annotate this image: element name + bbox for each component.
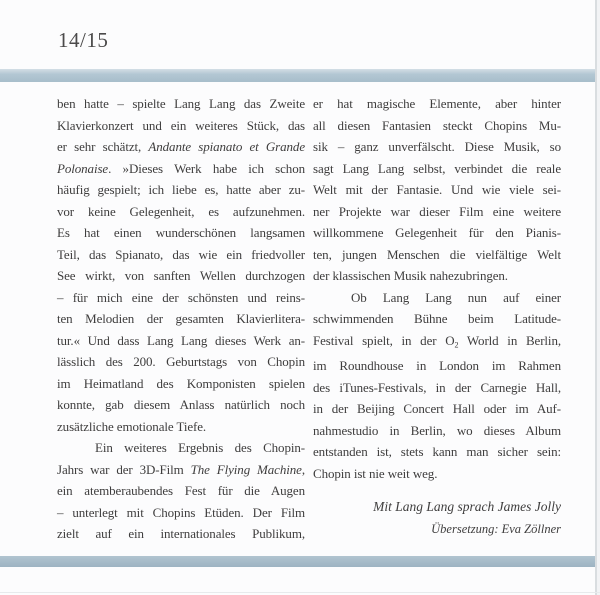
text-line: Es hat einen wunderschönen langsamen bbox=[57, 225, 305, 240]
right-text-column bbox=[313, 93, 561, 484]
bottom-divider-bar bbox=[0, 556, 600, 567]
text-line: vor keine Gelegenheit, es aufzunehmen. bbox=[57, 203, 305, 219]
text-line: im Roundhouse in London im Rahmen bbox=[313, 358, 561, 374]
text-line: nahmestudio in Berlin, wo dieses Album bbox=[313, 422, 561, 438]
text-line: ben hatte – spielte Lang Lang das Zweite bbox=[57, 96, 305, 111]
text-line: Ob Lang Lang nun auf einer bbox=[351, 289, 561, 305]
text-line: ten, jungen Menschen die vielfältige Welt bbox=[313, 246, 561, 262]
text-line: zusätzliche emotionale Tiefe. bbox=[57, 418, 207, 434]
text-line: häufig gespielt; ich liebe es, hatte aber zu- bbox=[57, 182, 305, 197]
text-line: er sehr schätzt, Andante spianato et Grande bbox=[57, 139, 306, 154]
text-line: Welt mit der Fantasie. Und wie viele sei- bbox=[313, 182, 561, 197]
text-line: ein atemberaubendes Fest für die Augen bbox=[57, 483, 305, 498]
page-scan-edge-bottom bbox=[0, 592, 600, 593]
text-line: Chopin ist nie weit weg. bbox=[313, 465, 438, 481]
text-line: willkommene Gelegenheit für den Pianis- bbox=[313, 225, 561, 240]
text-line: im Heimatland des Komponisten spielen bbox=[57, 375, 305, 391]
interviewer-credit: Mit Lang Lang sprach James Jolly bbox=[373, 499, 561, 514]
text-line: Jahrs war der 3D-Film The Flying Machine, bbox=[57, 461, 305, 477]
text-line: lässlich des 200. Geburtstags von Chopin bbox=[57, 354, 305, 369]
text-line: Klavierkonzert und ein weiteres Stück, das bbox=[57, 117, 305, 133]
text-line: zielt auf ein internationales Publikum, bbox=[57, 526, 305, 541]
text-line: Ein weiteres Ergebnis des Chopin- bbox=[95, 440, 305, 455]
text-line: – für mich eine der schönsten und reins- bbox=[57, 289, 305, 305]
text-line: ner Projekte war dieser Film eine weitere bbox=[313, 203, 561, 219]
text-line: schwimmenden Bühne beim Latitude- bbox=[313, 311, 561, 326]
text-line: Polonaise. »Dieses Werk habe ich schon bbox=[57, 160, 305, 176]
left-text-column bbox=[57, 93, 305, 545]
text-line: entstanden ist, stets kann man sicher sein: bbox=[313, 444, 561, 460]
text-line: sik – ganz unverfälscht. Diese Musik, so bbox=[313, 139, 561, 154]
credits-block bbox=[313, 495, 561, 541]
text-line: tur.« Und dass Lang Lang dieses Werk an- bbox=[57, 332, 305, 348]
text-line: sagt Lang Lang selbst, verbindet die reale bbox=[313, 160, 561, 176]
text-line: der klassischen Musik nahezubringen. bbox=[313, 268, 508, 283]
text-line: des iTunes-Festivals, in der Carnegie Hall, bbox=[313, 379, 561, 395]
page-number: 14/15 bbox=[58, 28, 109, 52]
text-line: ten Melodien der gesamten Klavierlitera- bbox=[57, 311, 305, 326]
text-line: all diesen Fantasien steckt Chopins Mu- bbox=[313, 117, 561, 133]
text-line: Festival spielt, in der $O_2$ World in Berlin, bbox=[313, 332, 561, 349]
translator-credit: Übersetzung: Eva Zöllner bbox=[431, 522, 561, 536]
text-line: – unterlegt mit Chopins Etüden. Der Film bbox=[57, 504, 305, 520]
text-line: konnte, gab diesem Anlass natürlich noch bbox=[57, 397, 305, 412]
text-line: See wirkt, von sanften Wellen durchzogen bbox=[57, 268, 305, 283]
text-line: in der Beijing Concert Hall oder im Auf- bbox=[313, 401, 561, 417]
text-line: Teil, das Spianato, das wie ein friedvoller bbox=[57, 246, 305, 262]
top-divider-bar bbox=[0, 69, 600, 82]
text-line: er hat magische Elemente, aber hinter bbox=[313, 96, 561, 111]
